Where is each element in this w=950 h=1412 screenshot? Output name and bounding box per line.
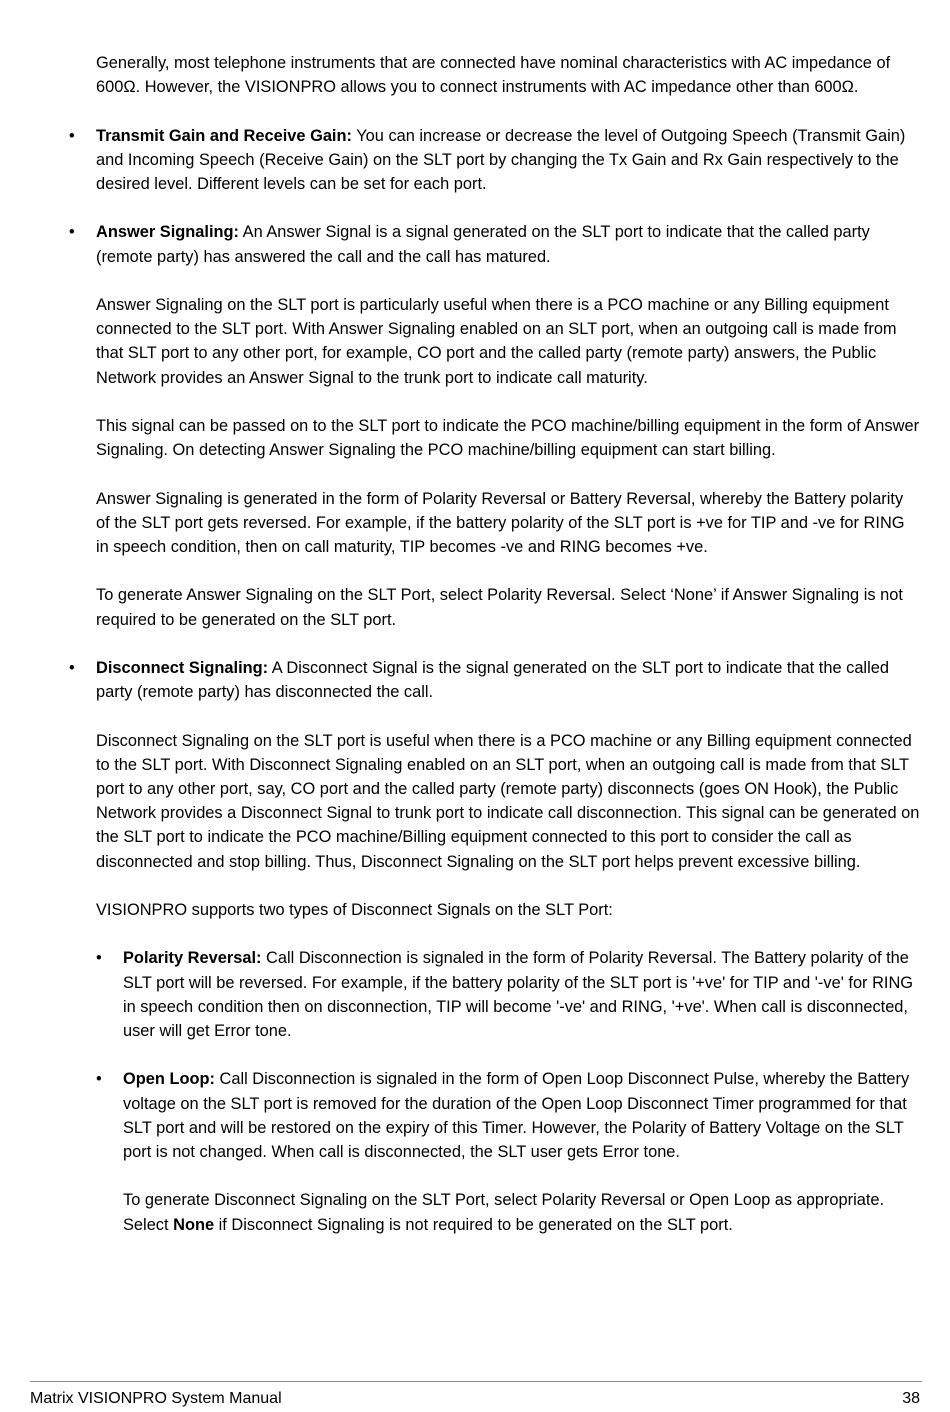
closing-text-before: To generate Disconnect Signaling on the SLT Port, select Polarity Reversal or Open Loop as appropriate. Select [123, 1191, 885, 1234]
answer-signaling-title: Answer Signaling: [96, 223, 239, 242]
polarity-reversal-text: Call Disconnection is signaled in the form of Polarity Reversal. The Battery polarity of the SLT port will be reversed. For example, if the battery polarity of the SLT port is '+ve' for TIP and '-ve' for RING in speech condition then on disconnection, TIP will become '-ve' and RING, '+ve'. When call is disconnected, user will get Error tone. [123, 949, 914, 1040]
transmit-gain-title: Transmit Gain and Receive Gain: [96, 126, 352, 145]
sub-bullet-polarity-reversal [0, 946, 950, 1043]
answer-signaling-paragraph-1: Answer Signaling on the SLT port is particularly useful when there is a PCO machine or any Billing equipment connected to the SLT port. With Answer Signaling enabled on an SLT port, when an outgoing call is made from that SLT port to any other port, for example, CO port and the called party (remote party) answers, the Public Network provides an Answer Signal to the trunk port to indicate call maturity. [96, 295, 897, 387]
disconnect-signaling-paragraph-2: VISIONPRO supports two types of Disconnect Signals on the SLT Port: [96, 900, 613, 919]
answer-signaling-paragraph-4: To generate Answer Signaling on the SLT Port, select Polarity Reversal. Select ‘None’ if Answer Signaling is not required to be generated on the SLT port. [96, 586, 903, 629]
bullet-dot: • [69, 223, 75, 242]
intro-paragraph: Generally, most telephone instruments that are connected have nominal characteristics with AC impedance of 600Ω. However, the VISIONPRO allows you to connect instruments with AC impedance other than 600Ω. [96, 54, 891, 97]
open-loop-title: Open Loop: [123, 1070, 215, 1089]
answer-signaling-text: An Answer Signal is a signal generated on the SLT port to indicate that the called party (remote party) has answered the call and the call has matured. [96, 223, 870, 266]
bullet-dot: • [96, 1070, 102, 1089]
bullet-dot: • [69, 658, 75, 677]
polarity-reversal-title: Polarity Reversal: [123, 949, 262, 968]
footer-divider [30, 1381, 922, 1382]
bullet-disconnect-signaling [0, 656, 950, 704]
footer-manual-title: Matrix VISIONPRO System Manual [30, 1390, 282, 1407]
disconnect-signaling-paragraph-1: Disconnect Signaling on the SLT port is useful when there is a PCO machine or any Billing equipment connected to the SLT port. With Disconnect Signaling enabled on an SLT port, when an outgoing call is made from that SLT port to any other port, say, CO port and the called party (remote party) disconnects (goes ON Hook), the Public Network provides a Disconnect Signal to trunk port to indicate call disconnection. This signal can be generated on the SLT port to indicate the PCO machine/Billing equipment connected to this port to consider the call as disconnected and stop billing. Thus, Disconnect Signaling on the SLT port helps prevent excessive billing. [96, 731, 920, 871]
footer-page-number: 38 [902, 1390, 920, 1407]
closing-none-keyword: None [173, 1215, 215, 1234]
answer-signaling-paragraph-2: This signal can be passed on to the SLT port to indicate the PCO machine/billing equipment in the form of Answer Signaling. On detecting Answer Signaling the PCO machine/billing equipment can start billing. [96, 416, 920, 460]
sub-bullet-open-loop [0, 1067, 950, 1164]
bullet-answer-signaling [0, 220, 950, 268]
bullet-dot: • [96, 949, 102, 968]
closing-text-after: if Disconnect Signaling is not required to be generated on the SLT port. [214, 1215, 733, 1234]
bullet-transmit-gain [0, 124, 950, 197]
bullet-dot: • [69, 126, 75, 145]
answer-signaling-paragraph-3: Answer Signaling is generated in the form of Polarity Reversal or Battery Reversal, whereby the Battery polarity of the SLT port gets reversed. For example, if the battery polarity of the SLT port is +ve for TIP and -ve for RING in speech condition, then on call maturity, TIP becomes -ve and RING becomes +ve. [96, 489, 905, 556]
transmit-gain-text: You can increase or decrease the level of Outgoing Speech (Transmit Gain) and Incoming Speech (Receive Gain) on the SLT port by changing the Tx Gain and Rx Gain respectively to the desired level. Different levels can be set for each port. [96, 126, 906, 193]
disconnect-signaling-title: Disconnect Signaling: [96, 658, 269, 677]
disconnect-closing-paragraph [0, 1188, 950, 1236]
page-content [0, 51, 950, 1261]
open-loop-text: Call Disconnection is signaled in the form of Open Loop Disconnect Pulse, whereby the Battery voltage on the SLT port is removed for the duration of the Open Loop Disconnect Timer programmed for that SLT port and will be restored on the expiry of this Timer. However, the Polarity of Battery Voltage on the SLT port is not changed. When call is disconnected, the SLT user gets Error tone. [123, 1070, 910, 1161]
disconnect-signaling-text: A Disconnect Signal is the signal generated on the SLT port to indicate that the called party (remote party) has disconnected the call. [96, 658, 889, 702]
